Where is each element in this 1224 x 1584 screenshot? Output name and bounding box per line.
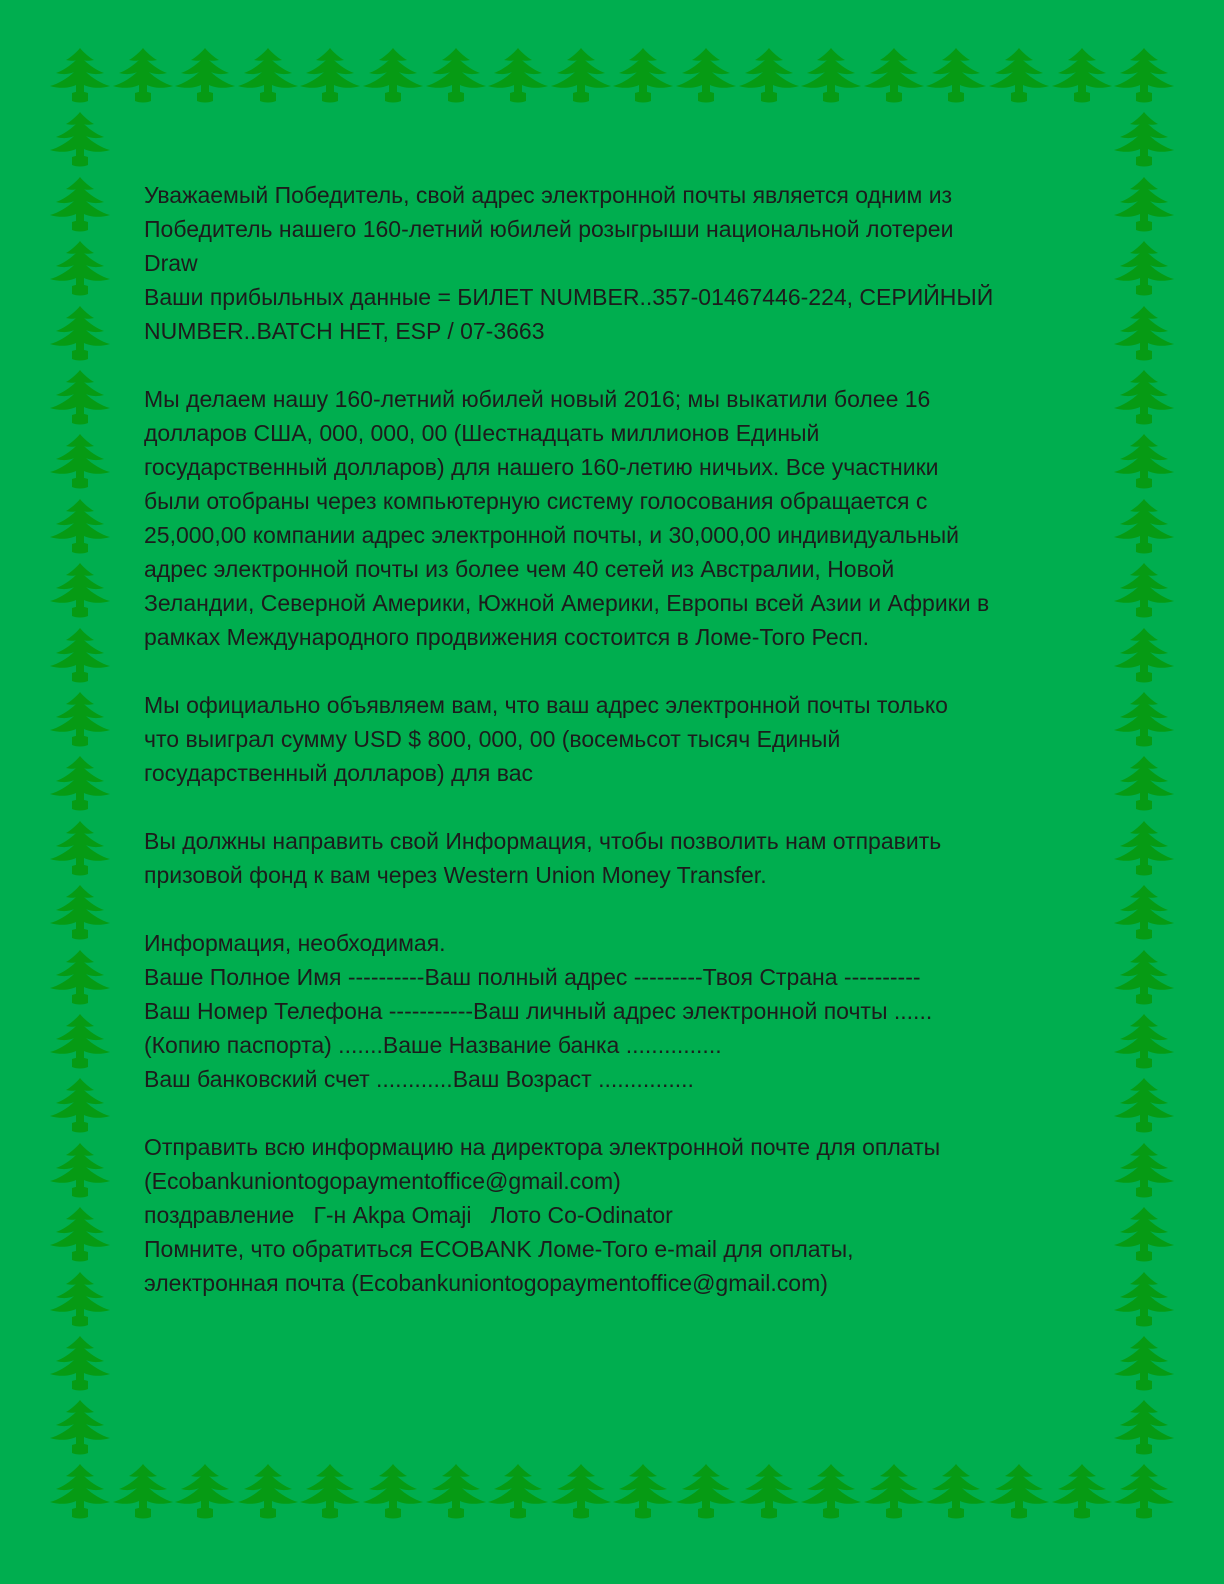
christmas-tree-icon xyxy=(1112,561,1176,623)
text-line: Ваш Номер Телефона -----------Ваш личный адрес электронной почты ...... xyxy=(144,998,933,1024)
christmas-tree-icon xyxy=(1112,626,1176,688)
christmas-tree-icon xyxy=(173,46,237,108)
christmas-tree-icon xyxy=(298,46,362,108)
text-line: государственный долларов) для вас xyxy=(144,760,534,786)
paragraph xyxy=(144,926,1084,1096)
christmas-tree-icon xyxy=(611,1462,675,1524)
christmas-tree-icon xyxy=(48,1334,112,1396)
christmas-tree-icon xyxy=(1112,1334,1176,1396)
christmas-tree-icon xyxy=(674,1462,738,1524)
christmas-tree-icon xyxy=(1112,883,1176,945)
text-line: поздравление Г-н Akpa Omaji Лото Co-Odinator xyxy=(144,1202,673,1228)
christmas-tree-icon xyxy=(1050,46,1114,108)
text-line: Мы делаем нашу 160-летний юбилей новый 2016; мы выкатили более 16 xyxy=(144,386,931,412)
christmas-tree-icon xyxy=(1112,1076,1176,1138)
text-line: Ваш банковский счет ............Ваш Возраст ............... xyxy=(144,1066,694,1092)
paragraph xyxy=(144,688,1084,790)
christmas-tree-icon xyxy=(987,46,1051,108)
christmas-tree-icon xyxy=(48,432,112,494)
text-line: Победитель нашего 160-летний юбилей розыгрыши национальной лотереи xyxy=(144,216,954,242)
christmas-tree-icon xyxy=(1112,1205,1176,1267)
christmas-tree-icon xyxy=(924,46,988,108)
christmas-tree-icon xyxy=(987,1462,1051,1524)
christmas-tree-icon xyxy=(111,1462,175,1524)
christmas-tree-icon xyxy=(1112,1141,1176,1203)
text-line: Ваше Полное Имя ----------Ваш полный адрес ---------Твоя Страна ---------- xyxy=(144,964,921,990)
christmas-tree-icon xyxy=(1112,1462,1176,1524)
text-line: (Копию паспорта) .......Ваше Название банка ............... xyxy=(144,1032,722,1058)
christmas-tree-icon xyxy=(1112,1270,1176,1332)
christmas-tree-icon xyxy=(236,1462,300,1524)
christmas-tree-icon xyxy=(924,1462,988,1524)
christmas-tree-icon xyxy=(1112,1012,1176,1074)
text-line: рамках Международного продвижения состоится в Ломе-Того Респ. xyxy=(144,624,869,650)
paragraph xyxy=(144,824,1084,892)
christmas-tree-icon xyxy=(48,754,112,816)
text-line: что выиграл сумму USD $ 800, 000, 00 (восемьсот тысяч Единый xyxy=(144,726,841,752)
christmas-tree-icon xyxy=(1112,368,1176,430)
christmas-tree-icon xyxy=(48,110,112,172)
christmas-tree-icon xyxy=(361,46,425,108)
text-line: Зеландии, Северной Америки, Южной Америки, Европы всей Азии и Африки в xyxy=(144,590,990,616)
christmas-tree-icon xyxy=(1112,46,1176,108)
christmas-tree-icon xyxy=(48,1205,112,1267)
christmas-tree-icon xyxy=(48,561,112,623)
christmas-tree-icon xyxy=(1112,110,1176,172)
christmas-tree-icon xyxy=(361,1462,425,1524)
christmas-tree-icon xyxy=(862,46,926,108)
christmas-tree-icon xyxy=(799,1462,863,1524)
text-line: электронная почта (Ecobankuniontogopaymentoffice@gmail.com) xyxy=(144,1270,828,1296)
christmas-tree-icon xyxy=(48,497,112,559)
christmas-tree-icon xyxy=(486,46,550,108)
christmas-tree-icon xyxy=(737,1462,801,1524)
christmas-tree-icon xyxy=(48,239,112,301)
letter-body xyxy=(144,178,1084,1334)
christmas-tree-icon xyxy=(48,883,112,945)
christmas-tree-icon xyxy=(48,1012,112,1074)
christmas-tree-icon xyxy=(1050,1462,1114,1524)
christmas-tree-icon xyxy=(48,175,112,237)
christmas-tree-icon xyxy=(1112,1398,1176,1460)
text-line: призовой фонд к вам через Western Union Money Transfer. xyxy=(144,862,767,888)
christmas-tree-icon xyxy=(611,46,675,108)
text-line: были отобраны через компьютерную систему голосования обращается с xyxy=(144,488,928,514)
christmas-tree-icon xyxy=(1112,819,1176,881)
text-line: Информация, необходимая. xyxy=(144,930,446,956)
christmas-tree-icon xyxy=(674,46,738,108)
text-line: Draw xyxy=(144,250,198,276)
christmas-tree-icon xyxy=(48,690,112,752)
christmas-tree-icon xyxy=(48,46,112,108)
christmas-tree-icon xyxy=(737,46,801,108)
text-line: Уважаемый Победитель, свой адрес электронной почты является одним из xyxy=(144,182,953,208)
christmas-tree-icon xyxy=(48,1141,112,1203)
christmas-tree-icon xyxy=(549,1462,613,1524)
christmas-tree-icon xyxy=(236,46,300,108)
christmas-tree-icon xyxy=(1112,432,1176,494)
christmas-tree-icon xyxy=(173,1462,237,1524)
christmas-tree-icon xyxy=(111,46,175,108)
text-line: Отправить всю информацию на директора электронной почте для оплаты xyxy=(144,1134,941,1160)
christmas-tree-icon xyxy=(1112,690,1176,752)
text-line: адрес электронной почты из более чем 40 сетей из Австралии, Новой xyxy=(144,556,895,582)
paragraph xyxy=(144,382,1084,654)
christmas-tree-icon xyxy=(1112,239,1176,301)
christmas-tree-icon xyxy=(298,1462,362,1524)
christmas-tree-icon xyxy=(48,304,112,366)
text-line: Помните, что обратиться ECOBANK Ломе-Того e-mail для оплаты, xyxy=(144,1236,854,1262)
christmas-tree-icon xyxy=(48,1076,112,1138)
text-line: Ваши прибыльных данные = БИЛЕТ NUMBER..357-01467446-224, СЕРИЙНЫЙ xyxy=(144,284,994,310)
text-line: (Ecobankuniontogopaymentoffice@gmail.com) xyxy=(144,1168,621,1194)
text-line: Вы должны направить свой Информация, чтобы позволить нам отправить xyxy=(144,828,942,854)
christmas-tree-icon xyxy=(424,1462,488,1524)
christmas-tree-icon xyxy=(799,46,863,108)
christmas-tree-icon xyxy=(549,46,613,108)
christmas-tree-icon xyxy=(48,819,112,881)
text-line: государственный долларов) для нашего 160-летию ничьих. Все участники xyxy=(144,454,939,480)
christmas-tree-icon xyxy=(48,626,112,688)
christmas-tree-icon xyxy=(1112,304,1176,366)
christmas-tree-icon xyxy=(48,1270,112,1332)
christmas-tree-icon xyxy=(48,948,112,1010)
christmas-tree-icon xyxy=(48,1462,112,1524)
text-line: Мы официально объявляем вам, что ваш адрес электронной почты только xyxy=(144,692,948,718)
christmas-tree-icon xyxy=(1112,754,1176,816)
christmas-tree-icon xyxy=(1112,175,1176,237)
text-line: долларов США, 000, 000, 00 (Шестнадцать миллионов Единый xyxy=(144,420,820,446)
christmas-tree-icon xyxy=(424,46,488,108)
christmas-tree-icon xyxy=(1112,497,1176,559)
text-line: 25,000,00 компании адрес электронной почты, и 30,000,00 индивидуальный xyxy=(144,522,960,548)
text-line: NUMBER..BATCH НЕТ, ESP / 07-3663 xyxy=(144,318,545,344)
paragraph xyxy=(144,1130,1084,1300)
christmas-tree-icon xyxy=(862,1462,926,1524)
christmas-tree-icon xyxy=(48,1398,112,1460)
christmas-tree-icon xyxy=(48,368,112,430)
paragraph xyxy=(144,178,1084,348)
christmas-tree-icon xyxy=(486,1462,550,1524)
christmas-tree-icon xyxy=(1112,948,1176,1010)
